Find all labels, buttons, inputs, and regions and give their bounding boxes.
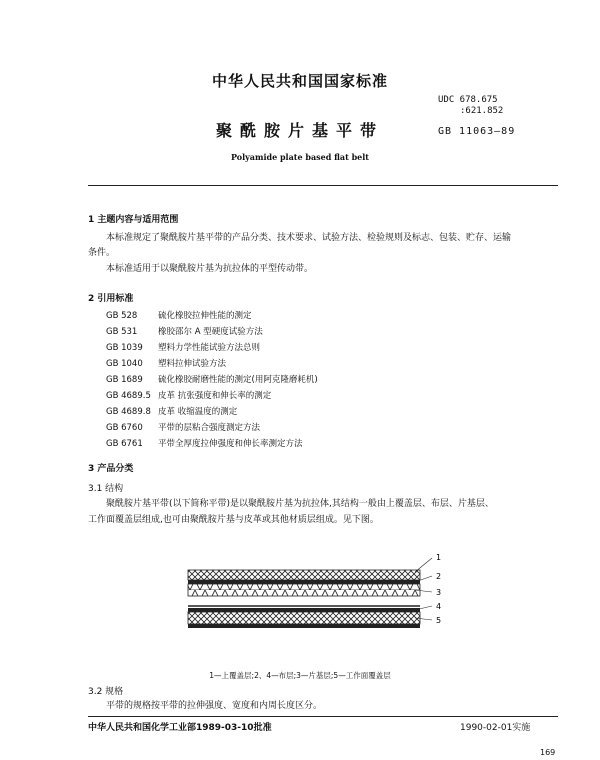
figure-label-4: 4	[436, 602, 442, 611]
reference-title: 皮革 收缩温度的测定	[158, 407, 238, 417]
standard-header-title: 中华人民共和国国家标准	[211, 72, 388, 90]
section-1-paragraph-2: 本标准适用于以聚酰胺片基为抗拉体的平型传动带。	[106, 264, 314, 274]
reference-code: GB 1689	[106, 375, 143, 385]
reference-row	[106, 421, 260, 433]
reference-code: GB 531	[106, 327, 138, 337]
section-3-2-paragraph: 平带的规格按平带的拉伸强度、宽度和内周长度区分。	[106, 701, 323, 711]
section-1-paragraph-1: 本标准规定了聚酰胺片基平带的产品分类、技术要求、试验方法、检验规则及标志、包装、贮存、运输	[106, 233, 512, 243]
leader-1	[415, 558, 432, 572]
bottom-edge	[188, 624, 420, 628]
section-2-heading: 2 引用标准	[88, 294, 134, 304]
reference-row	[106, 357, 226, 369]
reference-row	[106, 309, 252, 321]
gb-number: GB 11063—89	[438, 126, 516, 137]
top-cover-layer	[188, 570, 420, 580]
reference-title: 塑料力学性能试验方法总则	[158, 343, 261, 353]
figure-label-3: 3	[436, 588, 442, 597]
document-title: 聚酰胺片基平带	[215, 121, 384, 140]
section-3-2-heading: 3.2 规格	[88, 687, 124, 697]
udc-line-2: :621.852	[460, 106, 504, 116]
reference-title: 平带全厚度拉伸强度和伸长率测定方法	[158, 439, 303, 449]
fabric-layer-upper	[188, 580, 420, 584]
section-3-heading: 3 产品分类	[88, 464, 134, 474]
udc-code	[438, 95, 503, 117]
udc-line-1: UDC 678.675	[438, 95, 498, 105]
belt-structure-figure	[180, 550, 450, 650]
reference-code: GB 4689.8	[106, 407, 151, 417]
fabric-layer-lower	[188, 608, 420, 612]
reference-row	[106, 373, 318, 385]
reference-title: 塑料拉伸试验方法	[158, 359, 227, 369]
reference-title: 硫化橡胶拉伸性能的测定	[158, 311, 252, 321]
implementation-date: 1990-02-01实施	[460, 723, 531, 733]
english-title: Polyamide plate based flat belt	[230, 152, 369, 162]
section-3-1-heading: 3.1 结构	[88, 484, 124, 494]
reference-title: 皮革 抗张强度和伸长率的测定	[158, 391, 272, 401]
reference-code: GB 528	[106, 311, 138, 321]
figure-caption: 1—上覆盖层;2、4—布层;3—片基层;5—工作面覆盖层	[209, 671, 391, 680]
working-cover-layer	[188, 612, 420, 624]
section-3-1-paragraph-cont: 工作面覆盖层组成,也可由聚酰胺片基与皮革或其他材质层组成。见下图。	[88, 515, 379, 525]
reference-title: 平带的层粘合强度测定方法	[158, 423, 261, 433]
header-divider	[88, 185, 558, 186]
figure-label-5: 5	[436, 616, 442, 625]
section-1-heading: 1 主题内容与适用范围	[88, 215, 179, 225]
approval-text: 中华人民共和国化学工业部1989-03-10批准	[88, 723, 272, 733]
reference-row	[106, 325, 263, 337]
footer-divider	[88, 716, 558, 717]
reference-code: GB 1039	[106, 343, 143, 353]
reference-code: GB 4689.5	[106, 391, 151, 401]
section-3-1-paragraph: 聚酰胺片基平带(以下简称平带)是以聚酰胺片基为抗拉体,其结构一般由上覆盖层、布层、片基层、	[106, 499, 494, 509]
section-1-paragraph-1-cont: 条件。	[88, 248, 116, 258]
figure-label-1: 1	[436, 553, 442, 562]
reference-title: 橡胶邵尔 A 型硬度试验方法	[158, 327, 263, 337]
reference-row	[106, 341, 260, 353]
figure-label-2: 2	[436, 572, 442, 581]
page-number: 169	[540, 748, 556, 757]
base-sheet-layer	[188, 584, 420, 596]
reference-row	[106, 437, 303, 449]
reference-title: 硫化橡胶耐磨性能的测定(用阿克隆磨耗机)	[158, 375, 318, 385]
reference-row	[106, 405, 237, 417]
reference-code: GB 6760	[106, 423, 143, 433]
reference-code: GB 6761	[106, 439, 143, 449]
reference-row	[106, 389, 271, 401]
reference-code: GB 1040	[106, 359, 143, 369]
